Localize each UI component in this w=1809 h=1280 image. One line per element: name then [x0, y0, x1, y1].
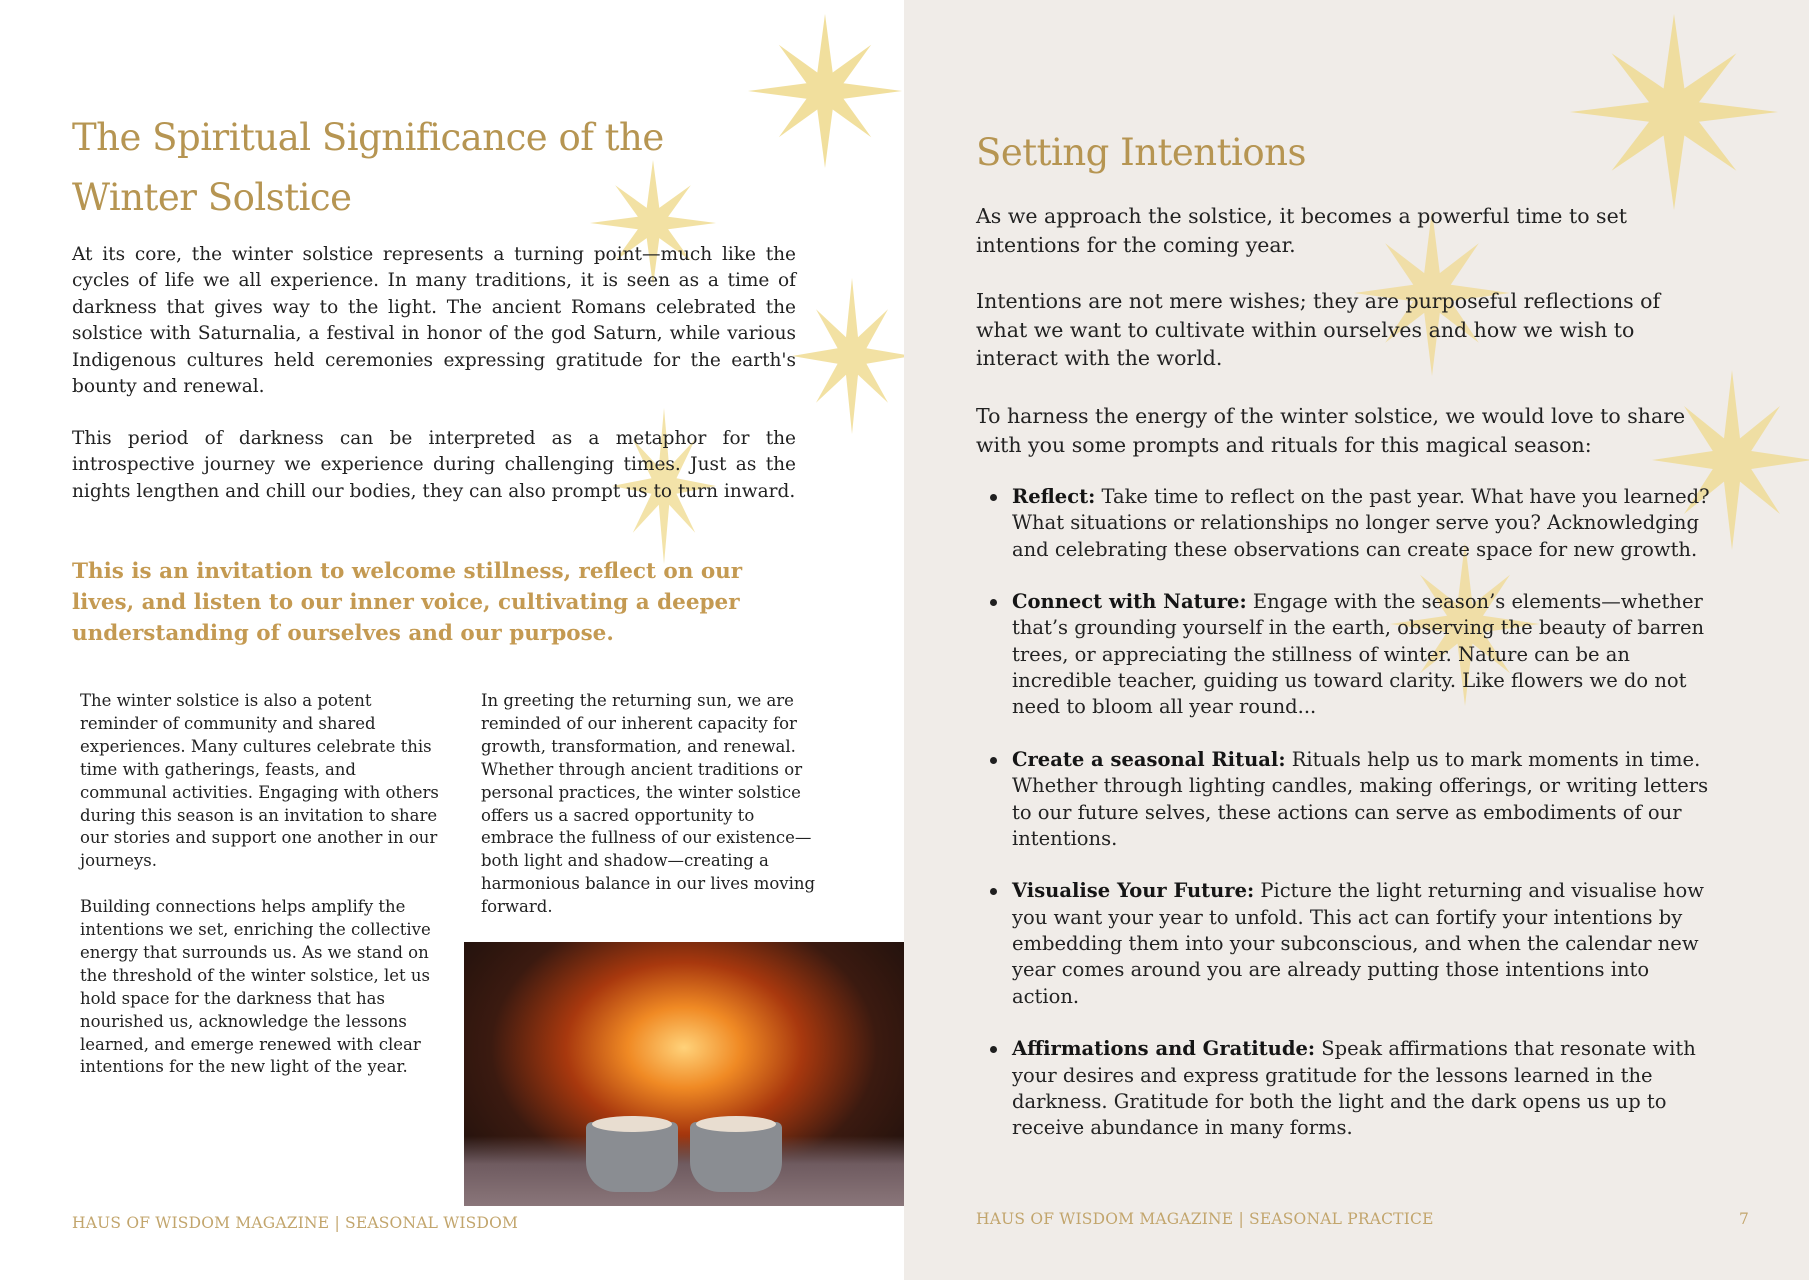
page-title: The Spiritual Significance of the Winter Solstice: [72, 116, 664, 219]
body-paragraph: As we approach the solstice, it becomes a powerful time to set intentions for the coming year.: [976, 204, 1627, 257]
column-paragraph: In greeting the returning sun, we are reminded of our inherent capacity for growth, transformation, and renewal. Whether through ancient traditions or personal practices, the winter solstice offers us a sacred opportunity to embrace the fullness of our existence—both light and shadow—creating a harmonious balance in our lives moving forward.: [481, 691, 816, 917]
cocoa-cup: [586, 1122, 678, 1192]
page-number: 7: [1739, 1210, 1749, 1228]
fur-rug: [464, 1136, 904, 1206]
sparkle-star-icon: [792, 278, 904, 434]
list-item: [976, 878, 1716, 1009]
list-item-text: Speak affirmations that resonate with your desires and express gratitude for the lessons learned in the darkness. Gratitude for both the light and the dark opens us up to receive abundance in many forms.: [1012, 1037, 1696, 1140]
section-title: Setting Intentions: [976, 131, 1306, 174]
list-item-text: Engage with the season’s elements—whether that’s grounding yourself in the earth, observing the beauty of barren trees, or appreciating the stillness of winter. Nature can be an incredible teacher, guiding us toward clarity. Like flowers we do not need to bloom all year round...: [1012, 590, 1705, 719]
column-paragraph: Building connections helps amplify the intentions we set, enriching the collective energy that surrounds us. As we stand on the threshold of the winter solstice, let us hold space for the darkness that has nourished us, acknowledge the lessons learned, and emerge renewed with clear intentions for the new light of the year.: [80, 897, 431, 1077]
column-paragraph: The winter solstice is also a potent reminder of community and shared experiences. Many cultures celebrate this time with gatherings, feasts, and communal activities. Engaging with others during this season is an invitation to share our stories and support one another in our journeys.: [80, 691, 439, 871]
bullet-dot-icon: [990, 1046, 997, 1053]
sparkle-star-icon: [1570, 14, 1778, 210]
body-paragraph: At its core, the winter solstice represents a turning point—much like the cycles of life we all experience. In many traditions, it is seen as a time of darkness that gives way to the light. The ancient Romans celebrated the solstice with Saturnalia, a festival in honor of the god Saturn, while various Indigenous cultures held ceremonies expressing gratitude for the earth's bounty and renewal.: [72, 244, 796, 398]
list-item-label: Affirmations and Gratitude:: [1012, 1037, 1316, 1061]
bullet-dot-icon: [990, 494, 997, 501]
bullet-dot-icon: [990, 599, 997, 606]
text-column-b: [481, 690, 826, 919]
right-page: [904, 0, 1809, 1280]
list-item: [976, 484, 1716, 563]
list-item: [976, 747, 1716, 852]
list-item-label: Connect with Nature:: [1012, 590, 1247, 614]
page-footer: HAUS OF WISDOM MAGAZINE | SEASONAL WISDOM: [72, 1214, 519, 1232]
list-item-text: Picture the light returning and visualise how you want your year to unfold. This act can fortify your intentions by embedding them into your subconscious, and when the calendar new year comes around you are already putting those intentions into action.: [1012, 879, 1704, 1008]
list-item-label: Visualise Your Future:: [1012, 879, 1255, 903]
pull-quote: This is an invitation to welcome stillness, reflect on our lives, and listen to our inner voice, cultivating a deeper understanding of ourselves and our purpose.: [72, 559, 743, 646]
list-item: [976, 589, 1716, 720]
list-item: [976, 1036, 1716, 1141]
list-item-text: Rituals help us to mark moments in time. Whether through lighting candles, making offerings, or writing letters to our future selves, these actions can serve as embodiments of our intentions.: [1012, 747, 1709, 850]
bullet-dot-icon: [990, 888, 997, 895]
list-item-label: Reflect:: [1012, 485, 1096, 508]
body-paragraph: To harness the energy of the winter solstice, we would love to share with you some prompts and rituals for this magical season:: [976, 404, 1686, 457]
body-paragraph: This period of darkness can be interpreted as a metaphor for the introspective journey we experience during challenging times. Just as the nights lengthen and chill our bodies, they can also prompt us to turn inward.: [72, 428, 796, 502]
ritual-list: [976, 484, 1716, 1168]
page-footer: HAUS OF WISDOM MAGAZINE | SEASONAL PRACTICE: [976, 1210, 1434, 1228]
body-paragraph: Intentions are not mere wishes; they are purposeful reflections of what we want to cultivate within ourselves and how we wish to interact with the world.: [976, 289, 1661, 371]
list-item-text: Take time to reflect on the past year. What have you learned? What situations or relationships no longer serve you? Acknowledging and celebrating these observations can create space for new growth.: [1012, 485, 1710, 561]
bullet-dot-icon: [990, 757, 997, 764]
fireplace-photo: [464, 942, 904, 1206]
list-item-label: Create a seasonal Ritual:: [1012, 747, 1286, 771]
left-page: [0, 0, 904, 1280]
cocoa-cup: [690, 1122, 782, 1192]
text-column-a: [80, 690, 440, 1079]
